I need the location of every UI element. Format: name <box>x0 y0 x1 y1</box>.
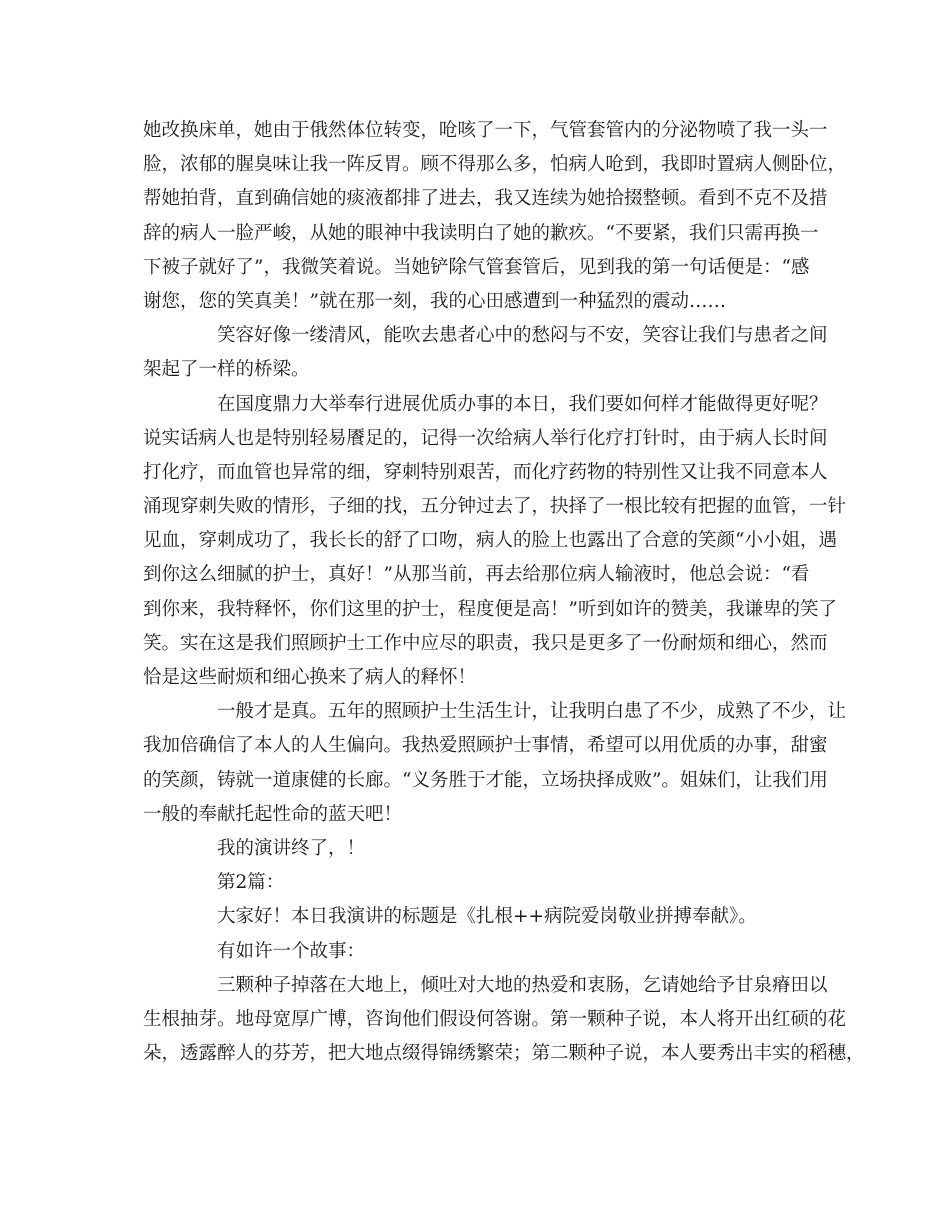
section-heading: 第2篇： <box>217 872 285 894</box>
text-line: 笑。实在这是我们照顾护士工作中应尽的职责，我只是更多了一份耐烦和细心，然而 <box>143 632 828 654</box>
paragraph-first-line: 大家好！本日我演讲的标题是《扎根++病院爱岗敬业拼搏奉献》。 <box>217 906 757 928</box>
text-line: 帮她拍背，直到确信她的痰液都排了进去，我又连续为她拾掇整顿。看到不克不及措 <box>143 188 828 210</box>
text-line: 涌现穿刺失败的情形，子细的找，五分钟过去了，抉择了一根比较有把握的血管，一针 <box>143 496 847 518</box>
text-line: 她改换床单，她由于俄然体位转变，呛咳了一下，气管套管内的分泌物喷了我一头一 <box>143 120 828 141</box>
text-line: 恰是这些耐烦和细心换来了病人的释怀！ <box>143 667 477 688</box>
text-line: 到你这么细腻的护士，真好！”从那当前，再去给那位病人输液时，他总会说：“看 <box>143 564 810 586</box>
text-line: 朵，透露醉人的芬芳，把大地点缀得锦绣繁荣；第二颗种子说，本人要秀出丰实的稻穗， <box>143 1043 865 1065</box>
text-line: 见血，穿刺成功了，我长长的舒了口吻，病人的脸上也露出了合意的笑颜“小小姐，遇 <box>143 530 837 552</box>
paragraph-first-line: 在国度鼎力大举奉行进展优质办事的本日，我们要如何样才能做得更好呢？ <box>217 393 828 415</box>
text-line: 打化疗，而血管也异常的细，穿刺特别艰苦，而化疗药物的特别性又让我不同意本人 <box>143 461 828 483</box>
document-body <box>143 114 865 1071</box>
text-line: 说实话病人也是特别轻易餍足的，记得一次给病人举行化疗打针时，由于病人长时间 <box>143 427 828 449</box>
text-line: 下被子就好了”，我微笑着说。当她铲除气管套管后，见到我的第一句话便是：“感 <box>143 256 810 278</box>
text-line: 我加倍确信了本人的人生偏向。我热爱照顾护士事情，希望可以用优质的办事，甜蜜 <box>143 735 828 757</box>
text-line: 的笑颜，铸就一道康健的长廊。“义务胜于才能，立场抉择成败”。姐妹们，让我们用 <box>143 769 828 791</box>
paragraph-first-line: 笑容好像一缕清风，能吹去患者心中的愁闷与不安，笑容让我们与患者之间 <box>217 325 828 347</box>
paragraph-first-line: 三颗种子掉落在大地上，倾吐对大地的热爱和衷肠，乞请她给予甘泉瘠田以 <box>217 974 828 996</box>
text-line: 到你来，我特释怀，你们这里的护士，程度便是高！”听到如许的赞美，我谦卑的笑了 <box>143 598 837 620</box>
text-line: 谢您，您的笑真美！”就在那一刻，我的心田感遭到一种猛烈的震动…… <box>143 290 726 312</box>
text-line: 脸，浓郁的腥臭味让我一阵反胃。顾不得那么多，怕病人呛到，我即时置病人侧卧位， <box>143 154 847 176</box>
text-line: 生根抽芽。地母宽厚广博，咨询他们假设何答谢。第一颗种子说，本人将开出红硕的花 <box>143 1008 847 1030</box>
text-line: 架起了一样的桥梁。 <box>143 359 310 381</box>
text-line: 一般的奉献托起性命的蓝天吧！ <box>143 803 403 825</box>
paragraph-first-line: 我的演讲终了，！ <box>217 837 366 859</box>
text-line: 辞的病人一脸严峻，从她的眼神中我读明白了她的歉疚。“不要紧，我们只需再换一 <box>143 222 819 244</box>
paragraph-first-line: 一般才是真。五年的照顾护士生活生计，让我明白患了不少，成熟了不少，让 <box>217 701 847 723</box>
paragraph-first-line: 有如许一个故事： <box>217 940 366 962</box>
